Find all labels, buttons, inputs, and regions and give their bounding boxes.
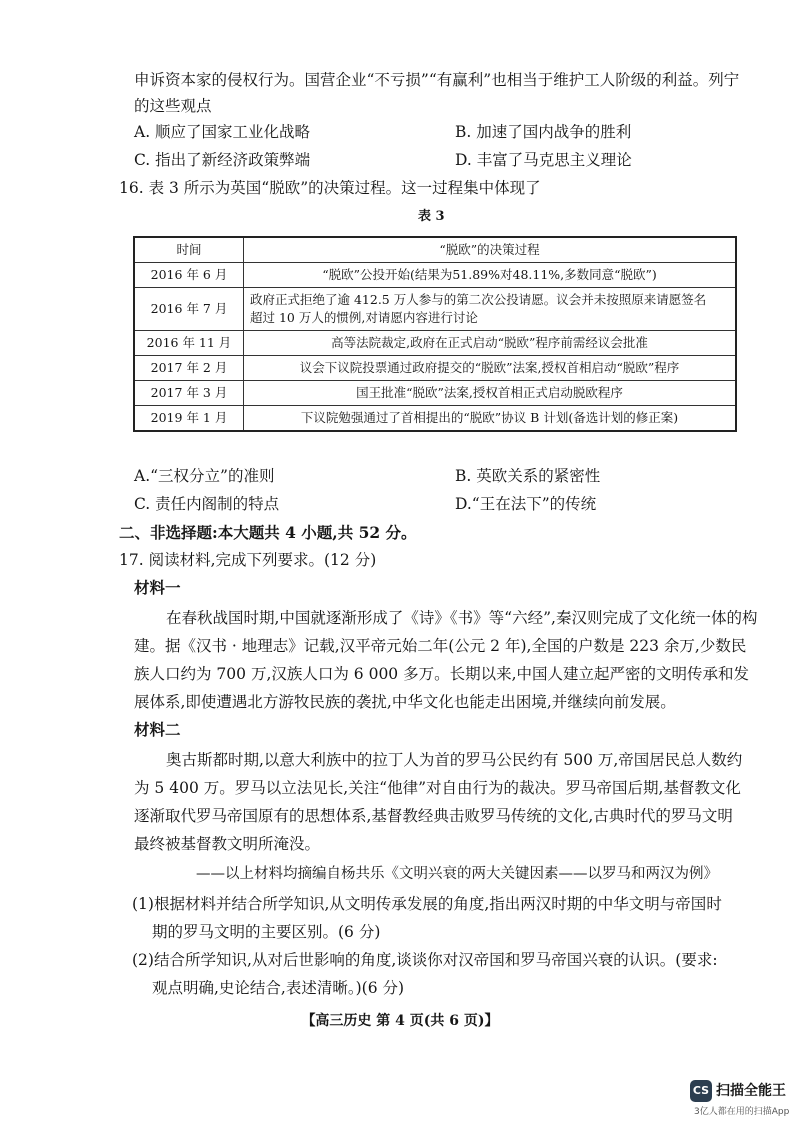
material-source: ——以上材料均摘编自杨共乐《文明兴衰的两大关键因素——以罗马和两汉为例》 — [196, 866, 718, 882]
table-row — [134, 263, 736, 288]
q17-sub2-line1: (2)结合所学知识,从对后世影响的角度,谈谈你对汉帝国和罗马帝国兴衰的认识。(要求: — [132, 951, 718, 969]
material1-line: 展体系,即使遭遇北方游牧民族的袭扰,中华文化也能走出困境,并继续向前发展。 — [134, 693, 676, 711]
material1-line: 族人口约为 700 万,汉族人口为 6 000 多万。长期以来,中国人建立起严密的文明传承和发 — [134, 665, 750, 683]
table-row — [134, 406, 736, 432]
material1-line: 在春秋战国时期,中国就逐渐形成了《诗》《书》等“六经”,秦汉则完成了文化统一体的构 — [166, 609, 758, 627]
camscanner-tagline: 3亿人都在用的扫描App — [694, 1107, 790, 1117]
row-process-line1: 政府正式拒绝了逾 412.5 万人参与的第二次公投请愿。议会并未按照原来请愿签名 — [250, 292, 707, 307]
material2-title: 材料二 — [134, 720, 181, 739]
brexit-table — [133, 236, 737, 432]
q17-sub2-line2: 观点明确,史论结合,表述清晰。)(6 分) — [152, 979, 405, 997]
row-process: 国王批准“脱欧”法案,授权首相正式启动脱欧程序 — [244, 381, 737, 406]
row-process: 高等法院裁定,政府在正式启动“脱欧”程序前需经议会批准 — [244, 331, 737, 356]
camscanner-name: 扫描全能王 — [716, 1083, 786, 1099]
q15-option-d: D. 丰富了马克思主义理论 — [455, 151, 632, 169]
material2-line: 最终被基督教文明所淹没。 — [134, 835, 321, 853]
q16-option-a: A.“三权分立”的准则 — [134, 467, 275, 485]
row-time: 2016 年 6 月 — [134, 263, 244, 288]
table-row — [134, 288, 736, 331]
row-process-line2: 超过 10 万人的惯例,对请愿内容进行讨论 — [250, 310, 478, 325]
row-time: 2017 年 2 月 — [134, 356, 244, 381]
row-process: 下议院勉强通过了首相提出的“脱欧”协议 B 计划(备选计划的修正案) — [244, 406, 737, 432]
q15-option-a: A. 顺应了国家工业化战略 — [134, 123, 311, 141]
row-time: 2016 年 11 月 — [134, 331, 244, 356]
page-footer: 【高三历史 第 4 页(共 6 页)】 — [301, 1013, 499, 1029]
row-process: 议会下议院投票通过政府提交的“脱欧”法案,授权首相启动“脱欧”程序 — [244, 356, 737, 381]
q17-stem: 17. 阅读材料,完成下列要求。(12 分) — [119, 551, 377, 569]
section-heading: 二、非选择题:本大题共 4 小题,共 52 分。 — [119, 523, 417, 542]
header-time: 时间 — [134, 237, 244, 263]
row-time: 2017 年 3 月 — [134, 381, 244, 406]
header-process: “脱欧”的决策过程 — [244, 237, 737, 263]
q17-sub1-line2: 期的罗马文明的主要区别。(6 分) — [152, 923, 381, 941]
q15-option-c: C. 指出了新经济政策弊端 — [134, 151, 311, 169]
q16-stem: 16. 表 3 所示为英国“脱欧”的决策过程。这一过程集中体现了 — [119, 179, 541, 197]
material1-title: 材料一 — [134, 578, 181, 597]
material2-line: 奥古斯都时期,以意大利族中的拉丁人为首的罗马公民约有 500 万,帝国居民总人数约 — [166, 751, 743, 769]
row-time: 2016 年 7 月 — [134, 288, 244, 331]
row-process: “脱欧”公投开始(结果为51.89%对48.11%,多数同意“脱欧”) — [244, 263, 737, 288]
q17-sub1-line1: (1)根据材料并结合所学知识,从文明传承发展的角度,指出两汉时期的中华文明与帝国时 — [132, 895, 722, 913]
camscanner-logo-icon: CS — [690, 1080, 712, 1102]
q16-option-d: D.“王在法下”的传统 — [455, 495, 597, 513]
material2-line: 逐渐取代罗马帝国原有的思想体系,基督教经典击败罗马传统的文化,古典时代的罗马文明 — [134, 807, 733, 825]
material1-line: 建。据《汉书 · 地理志》记载,汉平帝元始二年(公元 2 年),全国的户数是 223 余万,少数民 — [134, 637, 747, 655]
table-row — [134, 356, 736, 381]
table-row — [134, 381, 736, 406]
q16-option-b: B. 英欧关系的紧密性 — [455, 467, 601, 485]
material2-line: 为 5 400 万。罗马以立法见长,关注“他律”对自由行为的裁决。罗马帝国后期,基督教文化 — [134, 779, 741, 797]
row-process — [244, 288, 737, 331]
row-time: 2019 年 1 月 — [134, 406, 244, 432]
q16-option-c: C. 责任内阁制的特点 — [134, 495, 280, 513]
table-header-row — [134, 237, 736, 263]
q15-text-line2: 的这些观点 — [134, 97, 212, 115]
table-row — [134, 331, 736, 356]
q15-option-b: B. 加速了国内战争的胜利 — [455, 123, 632, 141]
table-title: 表 3 — [418, 209, 445, 224]
q15-text-line1: 申诉资本家的侵权行为。国营企业“不亏损”“有赢利”也相当于维护工人阶级的利益。列宁 — [134, 71, 740, 89]
